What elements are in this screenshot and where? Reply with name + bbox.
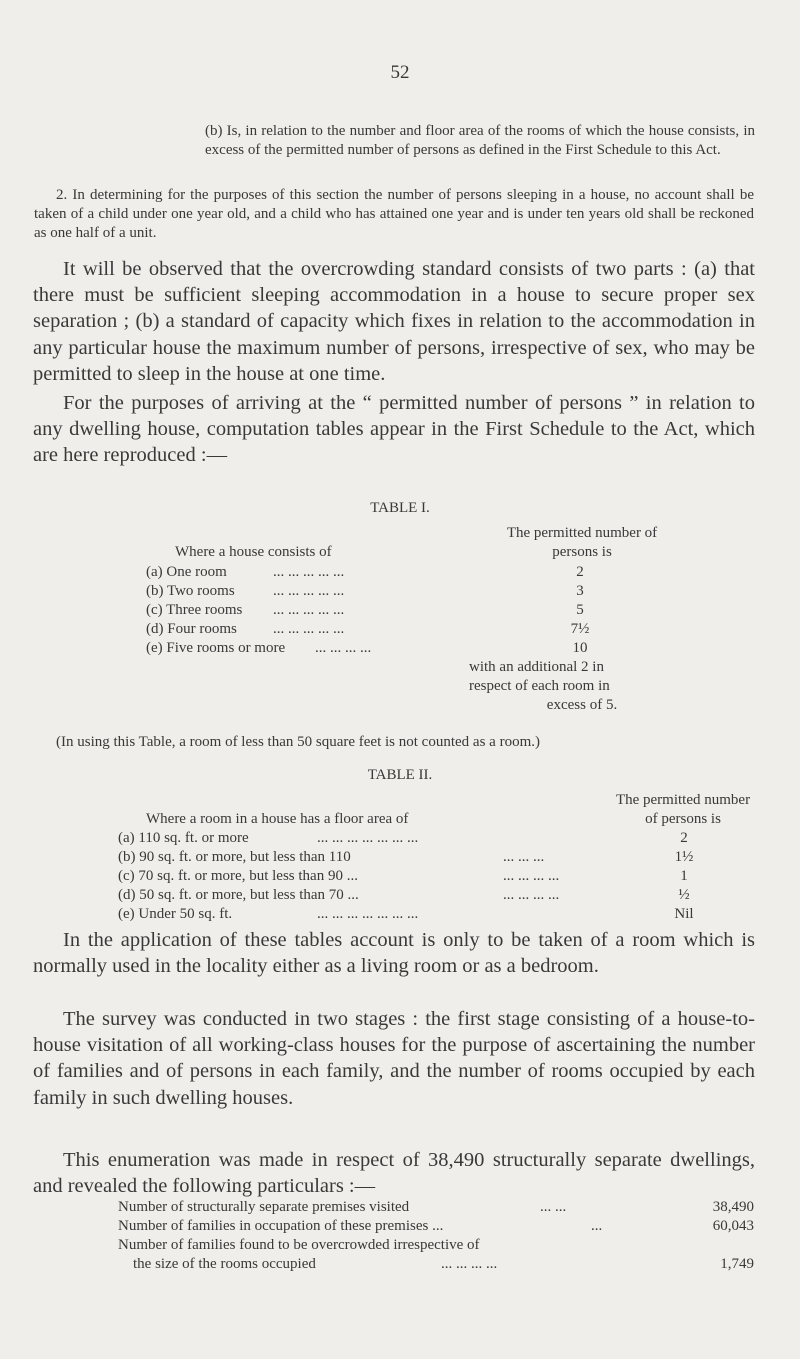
table2-row-label: (b) 90 sq. ft. or more, but less than 110 [118, 849, 351, 865]
particulars-label: Number of families in occupation of these premises ... [118, 1218, 444, 1234]
table1-row-label: (b) Two rooms [146, 583, 235, 599]
particulars-label: Number of families found to be overcrowded irrespective of [118, 1237, 480, 1253]
table2-header-right-2: of persons is [645, 811, 721, 827]
table1-row-dots: ... ... ... ... ... [273, 621, 345, 637]
table2-header-left: Where a room in a house has a floor area of [146, 811, 409, 827]
paragraph-application: In the application of these tables account is only to be taken of a room which is normally used in the locality either as a living room or as a bedroom. [33, 929, 755, 978]
particulars-label-continued: the size of the rooms occupied [133, 1256, 316, 1272]
table1-row-value: 7½ [570, 621, 590, 637]
clause-2: 2. In determining for the purposes of this section the number of persons sleeping in a house, no account shall be taken of a child under one year old, and a child who has attained one year and is under ten years old shall be reckoned as one half of a unit. [34, 187, 754, 241]
table2-row-value: 2 [680, 830, 688, 846]
table2-row-value: Nil [674, 906, 694, 922]
table1-row-dots: ... ... ... ... ... [273, 602, 345, 618]
particulars-value: 38,490 [712, 1199, 754, 1215]
table1-header-left: Where a house consists of [175, 544, 332, 560]
table2-row-dots: ... ... ... ... ... ... ... [317, 830, 419, 846]
particulars-value: 60,043 [712, 1218, 754, 1234]
table2-row-dots: ... ... ... ... [503, 887, 560, 903]
table2-title: TABLE II. [367, 767, 433, 783]
table2-row-label: (e) Under 50 sq. ft. [118, 906, 233, 922]
particulars-dots: ... ... [540, 1199, 567, 1215]
table1-row-label: (c) Three rooms [146, 602, 243, 618]
page-number: 52 [390, 62, 410, 83]
paragraph-permitted-number: For the purposes of arriving at the “ permitted number of persons ” in relation to any dwelling house, computation tables appear in the First Schedule to the Act, which are here reproduced :— [33, 392, 755, 467]
table1-note: with an additional 2 in [469, 659, 604, 675]
table1-row-dots: ... ... ... ... [315, 640, 372, 656]
table1-header-right-1: The permitted number of [506, 525, 658, 541]
table2-row-label: (a) 110 sq. ft. or more [118, 830, 249, 846]
table1-row-value: 3 [576, 583, 584, 599]
table2-row-dots: ... ... ... [503, 849, 545, 865]
particulars-label: Number of structurally separate premises visited [118, 1199, 410, 1215]
table1-row-label: (d) Four rooms [146, 621, 237, 637]
particulars-value: 1,749 [720, 1256, 754, 1272]
table2-row-value: 1 [680, 868, 688, 884]
clause-b: (b) Is, in relation to the number and floor area of the rooms of which the house consists, in excess of the permitted number of persons as defined in the First Schedule to this Act. [205, 123, 755, 158]
table1-row-label: (a) One room [146, 564, 227, 580]
table1-header-right-2: persons is [552, 544, 612, 560]
table1-row-value: 2 [576, 564, 584, 580]
particulars-dots: ... [591, 1218, 603, 1234]
paragraph-overcrowding-standard: It will be observed that the overcrowding standard consists of two parts : (a) that there must be sufficient sleeping accommodation in a house to secure proper sex separation ; (b) a standard of capacity which fixes in relation to the accommodation in any particular house the maximum number of persons, irrespective of sex, who may be permitted to sleep in the house at one time. [33, 258, 755, 385]
table1-note: respect of each room in [469, 678, 610, 694]
table1-row-value: 5 [576, 602, 584, 618]
table2-row-label: (d) 50 sq. ft. or more, but less than 70 ... [118, 887, 359, 903]
table1-row-dots: ... ... ... ... ... [273, 564, 345, 580]
table2-row-label: (c) 70 sq. ft. or more, but less than 90 ... [118, 868, 358, 884]
table1-row-value: 10 [572, 640, 588, 656]
table1-row-label: (e) Five rooms or more [146, 640, 286, 656]
table2-row-value: ½ [678, 887, 690, 903]
table1-row-dots: ... ... ... ... ... [273, 583, 345, 599]
table2-row-value: 1½ [674, 849, 694, 865]
table2-row-dots: ... ... ... ... [503, 868, 560, 884]
table1-title: TABLE I. [370, 500, 430, 516]
particulars-dots: ... ... ... ... [441, 1256, 498, 1272]
table1-note: excess of 5. [546, 697, 618, 713]
table1-footnote: (In using this Table, a room of less than 50 square feet is not counted as a room.) [56, 734, 540, 750]
table2-header-right-1: The permitted number [615, 792, 751, 808]
paragraph-survey: The survey was conducted in two stages : the first stage consisting of a house-to-house visitation of all working-class houses for the purpose of ascertaining the number of families and of persons in each family, and the number of rooms occupied by each family in such dwelling houses. [33, 1008, 755, 1109]
paragraph-enumeration: This enumeration was made in respect of 38,490 structurally separate dwellings, and revealed the following particulars :— [33, 1149, 755, 1198]
table2-row-dots: ... ... ... ... ... ... ... [317, 906, 419, 922]
